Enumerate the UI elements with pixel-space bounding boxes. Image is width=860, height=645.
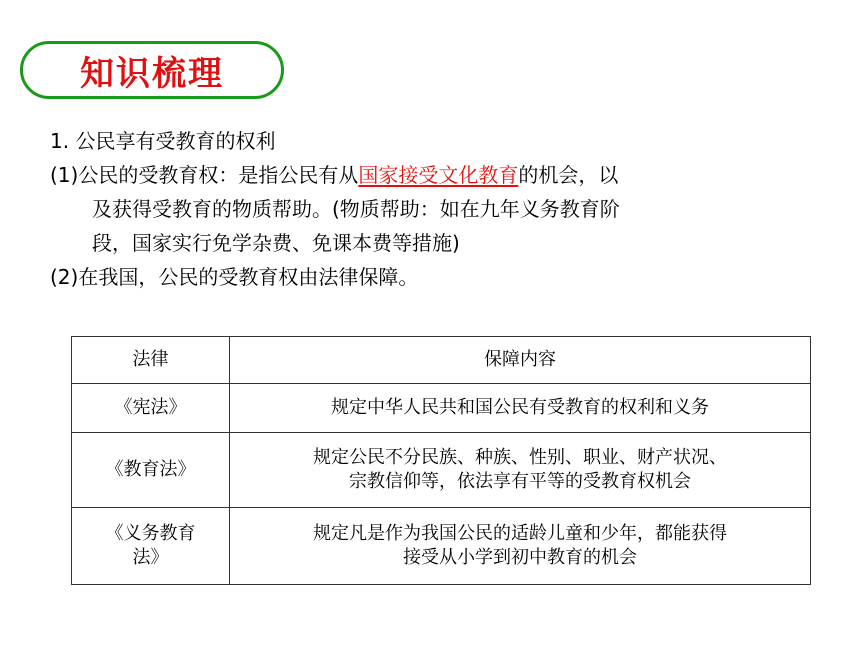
section-title-badge bbox=[20, 41, 284, 99]
content-line: 规定凡是作为我国公民的适龄儿童和少年，都能获得 bbox=[313, 523, 727, 544]
law-cell: 《教育法》 bbox=[72, 433, 230, 508]
content-line: 接受从小学到初中教育的机会 bbox=[403, 547, 637, 568]
law-cell: 《宪法》 bbox=[72, 384, 230, 433]
law-line: 《义务教育 bbox=[105, 523, 196, 544]
item-1-prefix: (1)公民的受教育权：是指公民有从 bbox=[50, 163, 359, 187]
content-line: 规定中华人民共和国公民有受教育的权利和义务 bbox=[331, 397, 709, 418]
header-content: 保障内容 bbox=[230, 337, 811, 384]
content-line: 宗教信仰等，依法享有平等的受教育权机会 bbox=[349, 471, 691, 492]
item-1-highlight: 国家接受文化教育 bbox=[358, 163, 519, 187]
table-row bbox=[72, 384, 811, 433]
header-law: 法律 bbox=[72, 337, 230, 384]
table-row bbox=[72, 433, 811, 508]
table-header-row bbox=[72, 337, 811, 384]
content-cell bbox=[230, 433, 811, 508]
table-row bbox=[72, 508, 811, 585]
content-cell bbox=[230, 384, 811, 433]
section-title: 知识梳理 bbox=[80, 53, 224, 94]
item-1-line-3: 段，国家实行免学杂费、免课本费等措施) bbox=[92, 231, 460, 255]
item-1-line-2: 及获得受教育的物质帮助。(物质帮助：如在九年义务教育阶 bbox=[92, 197, 620, 221]
law-line: 法》 bbox=[132, 547, 169, 568]
item-1-suffix: 的机会，以 bbox=[518, 163, 619, 187]
content-cell bbox=[230, 508, 811, 585]
law-table bbox=[71, 336, 811, 585]
content-line: 规定公民不分民族、种族、性别、职业、财产状况、 bbox=[313, 447, 727, 468]
law-cell bbox=[72, 508, 230, 585]
right-heading: 1. 公民享有受教育的权利 bbox=[50, 129, 276, 153]
content-body bbox=[50, 124, 820, 294]
item-2: (2)在我国，公民的受教育权由法律保障。 bbox=[50, 265, 419, 289]
item-1-line-1 bbox=[50, 158, 820, 192]
